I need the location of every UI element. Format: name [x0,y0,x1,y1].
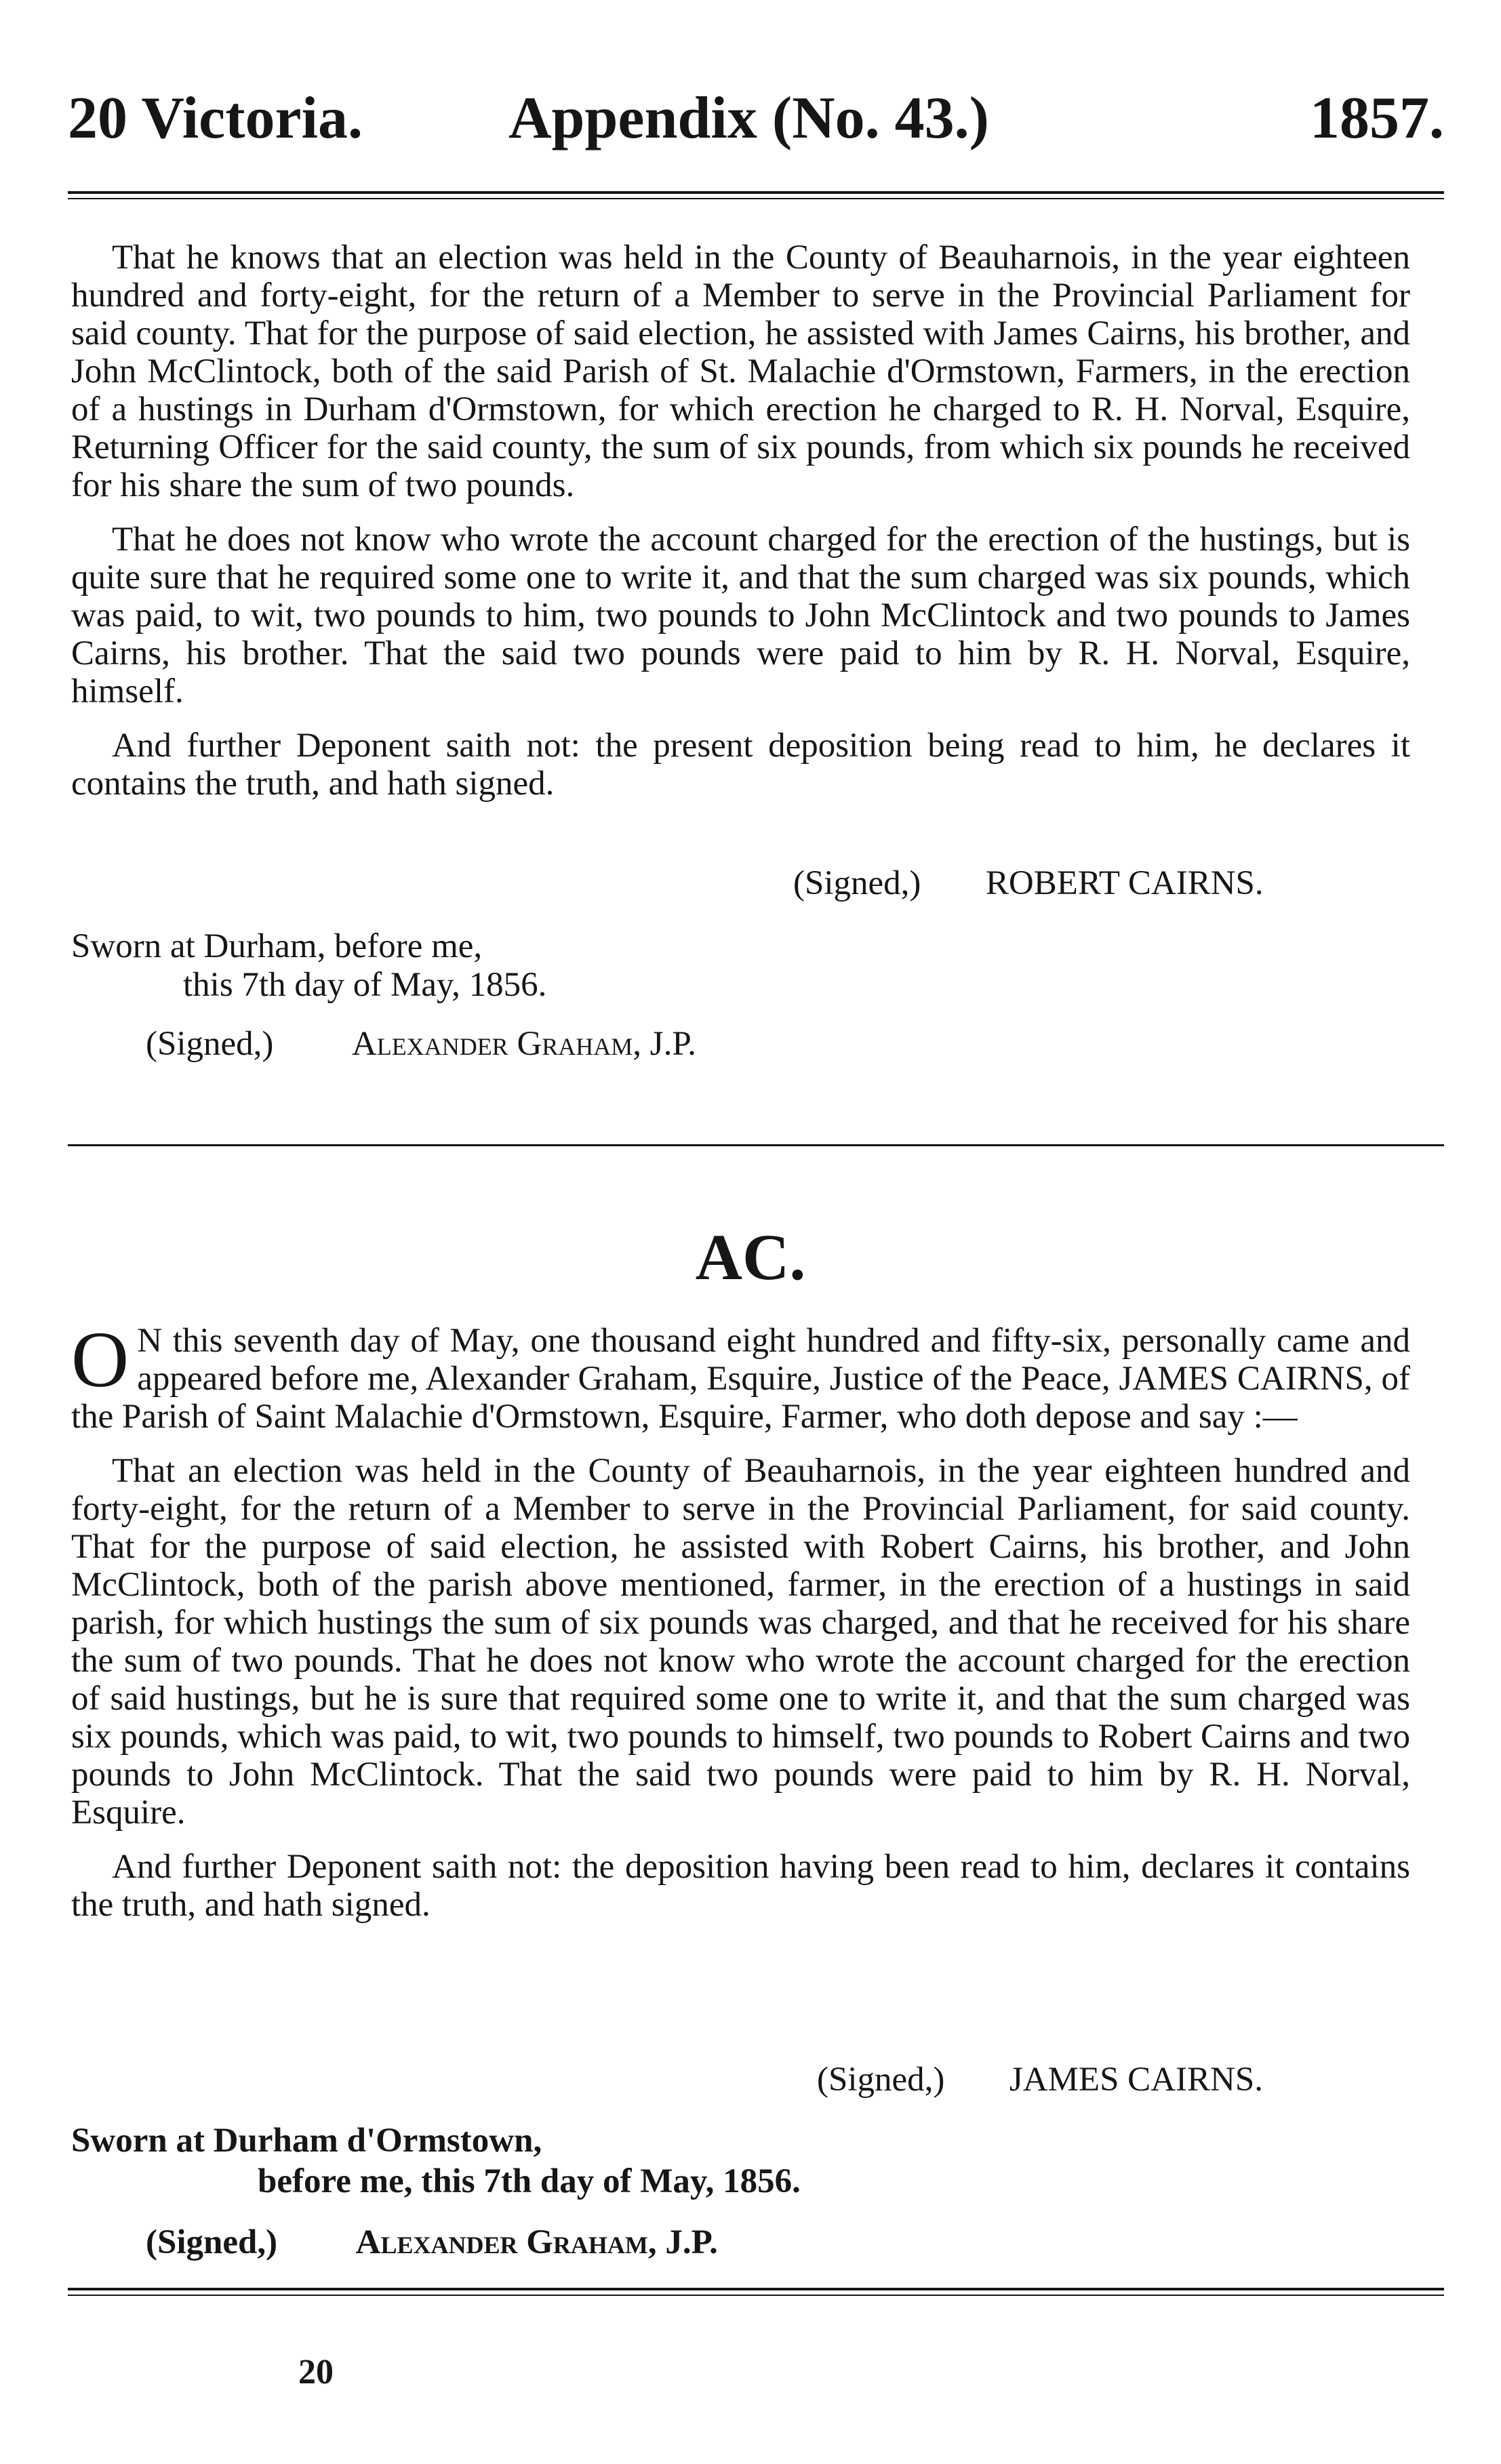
sworn-line-2: before me, this 7th day of May, 1856. [258,2162,801,2200]
jp-suffix: , J.P. [647,2223,718,2261]
signed-label: (Signed,) [817,2061,945,2099]
jp-name: Alexander Graham [351,1025,633,1063]
signer-name: ROBERT CAIRNS. [985,864,1264,902]
sworn-line-2: this 7th day of May, 1856. [183,966,547,1004]
signed-label: (Signed,) [146,2223,278,2261]
page-number: 20 [298,2353,334,2391]
running-header [68,78,1444,159]
session-label: 20 Victoria. [68,85,363,151]
jp-signature-robert [146,1025,696,1063]
intro-text: N this seventh day of May, one thousand eight hundred and fifty-six, personally came and appeared before me, Alexander Graham, Esquire, Justice of the Peace, JAMES CAIRNS, of the Parish of Saint Malachie d'Ormstown, Esquire, Farmer, who doth depose and say :— [71,1322,1410,1436]
deposition-robert-body [71,239,1410,819]
jp-suffix: , J.P. [633,1025,696,1063]
signer-name: JAMES CAIRNS. [1009,2061,1263,2099]
jp-name: Alexander Graham [355,2223,648,2261]
paragraph: That he does not know who wrote the account charged for the erection of the hustings, but is quite sure that he required some one to write it, and that the sum charged was six pounds, which was paid, to wit, two pounds to him, two pounds to John McClintock and two pounds to James Cairns, his brother. That the said two pounds were paid to him by R. H. Norval, Esquire, himself. [71,521,1410,710]
paragraph: And further Deponent saith not: the deposition having been read to him, declares it contains the truth, and hath signed. [71,1848,1410,1924]
drop-cap: O [71,1315,129,1404]
paragraph: And further Deponent saith not: the present deposition being read to him, he declares it contains the truth, and hath signed. [71,727,1410,803]
intro-paragraph [71,1315,1410,1436]
header-rule [68,191,1444,194]
footer-rule [68,2288,1444,2290]
sworn-line-1: Sworn at Durham, before me, [71,927,483,965]
paragraph: That he knows that an election was held in the County of Beauharnois, in the year eighteen hundred and forty-eight, for the return of a Member to serve in the Provincial Parliament for said county. That for the purpose of said election, he assisted with James Cairns, his brother, and John McClintock, both of the said Parish of St. Malachie d'Ormstown, Farmers, in the erection of a hustings in Durham d'Ormstown, for which erection he charged to R. H. Norval, Esquire, Returning Officer for the said county, the sum of six pounds, from which six pounds he received for his share the sum of two pounds. [71,239,1410,504]
section-heading: AC. [695,1221,806,1293]
signed-label: (Signed,) [146,1025,274,1063]
section-rule [68,1144,1444,1146]
paragraph: That an election was held in the County of Beauharnois, in the year eighteen hundred and forty-eight, for the return of a Member to serve in the Provincial Parliament, for said county. That for the purpose of said election, he assisted with Robert Cairns, his brother, and John McClintock, both of the parish above mentioned, farmer, in the erection of a hustings in said parish, for which hustings the sum of six pounds was charged, and that he received for his share the sum of two pounds. That he does not know who wrote the account charged for the erection of said hustings, but he is sure that required some one to write it, and that the sum charged was six pounds, which was paid, to wit, two pounds to himself, two pounds to Robert Cairns and two pounds to John McClintock. That the said two pounds were paid to him by R. H. Norval, Esquire. [71,1452,1410,1832]
year-label: 1857. [1310,85,1444,151]
jp-signature-james [146,2223,718,2261]
signed-label: (Signed,) [793,864,921,902]
signature-line-robert [793,864,1264,902]
sworn-line-1: Sworn at Durham d'Ormstown, [71,2122,542,2160]
signature-line-james [817,2061,1263,2099]
appendix-label: Appendix (No. 43.) [508,85,989,151]
deposition-james-body [71,1315,1410,1940]
